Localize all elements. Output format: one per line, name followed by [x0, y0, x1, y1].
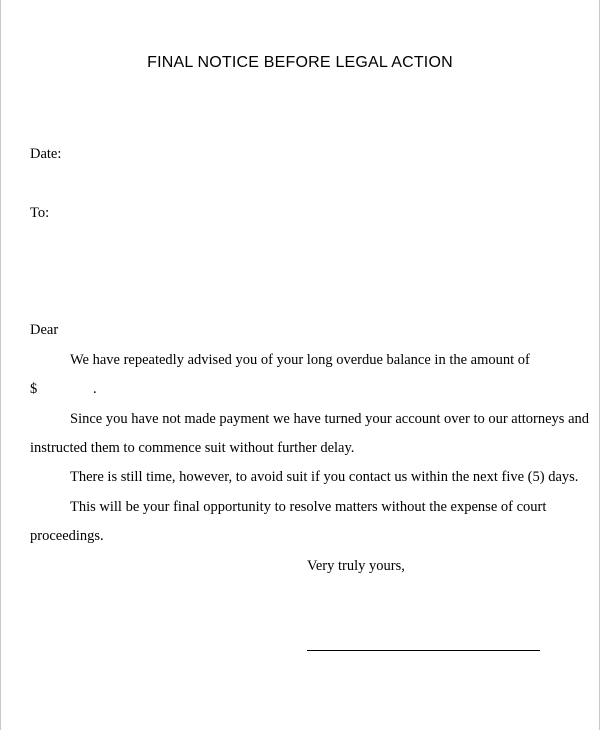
- paragraph-2-line-1: Since you have not made payment we have turned your account over to our attorneys and: [70, 411, 590, 427]
- closing: Very truly yours,: [307, 558, 405, 574]
- paragraph-2-line-2: instructed them to commence suit without further delay.: [30, 440, 355, 456]
- paragraph-3-line-1: There is still time, however, to avoid suit if you contact us within the next five (5) days.: [70, 469, 579, 485]
- amount-period: .: [93, 381, 97, 397]
- amount-currency-symbol: $: [30, 381, 38, 397]
- date-label: Date:: [30, 146, 62, 162]
- signature-line: [307, 650, 540, 651]
- salutation: Dear: [30, 322, 59, 338]
- document-title: FINAL NOTICE BEFORE LEGAL ACTION: [147, 54, 453, 71]
- paragraph-4-line-2: proceedings.: [30, 528, 104, 544]
- paragraph-4-line-1: This will be your final opportunity to resolve matters without the expense of court: [70, 499, 547, 515]
- paragraph-1-line-1: We have repeatedly advised you of your long overdue balance in the amount of: [70, 352, 530, 368]
- to-label: To:: [30, 205, 50, 221]
